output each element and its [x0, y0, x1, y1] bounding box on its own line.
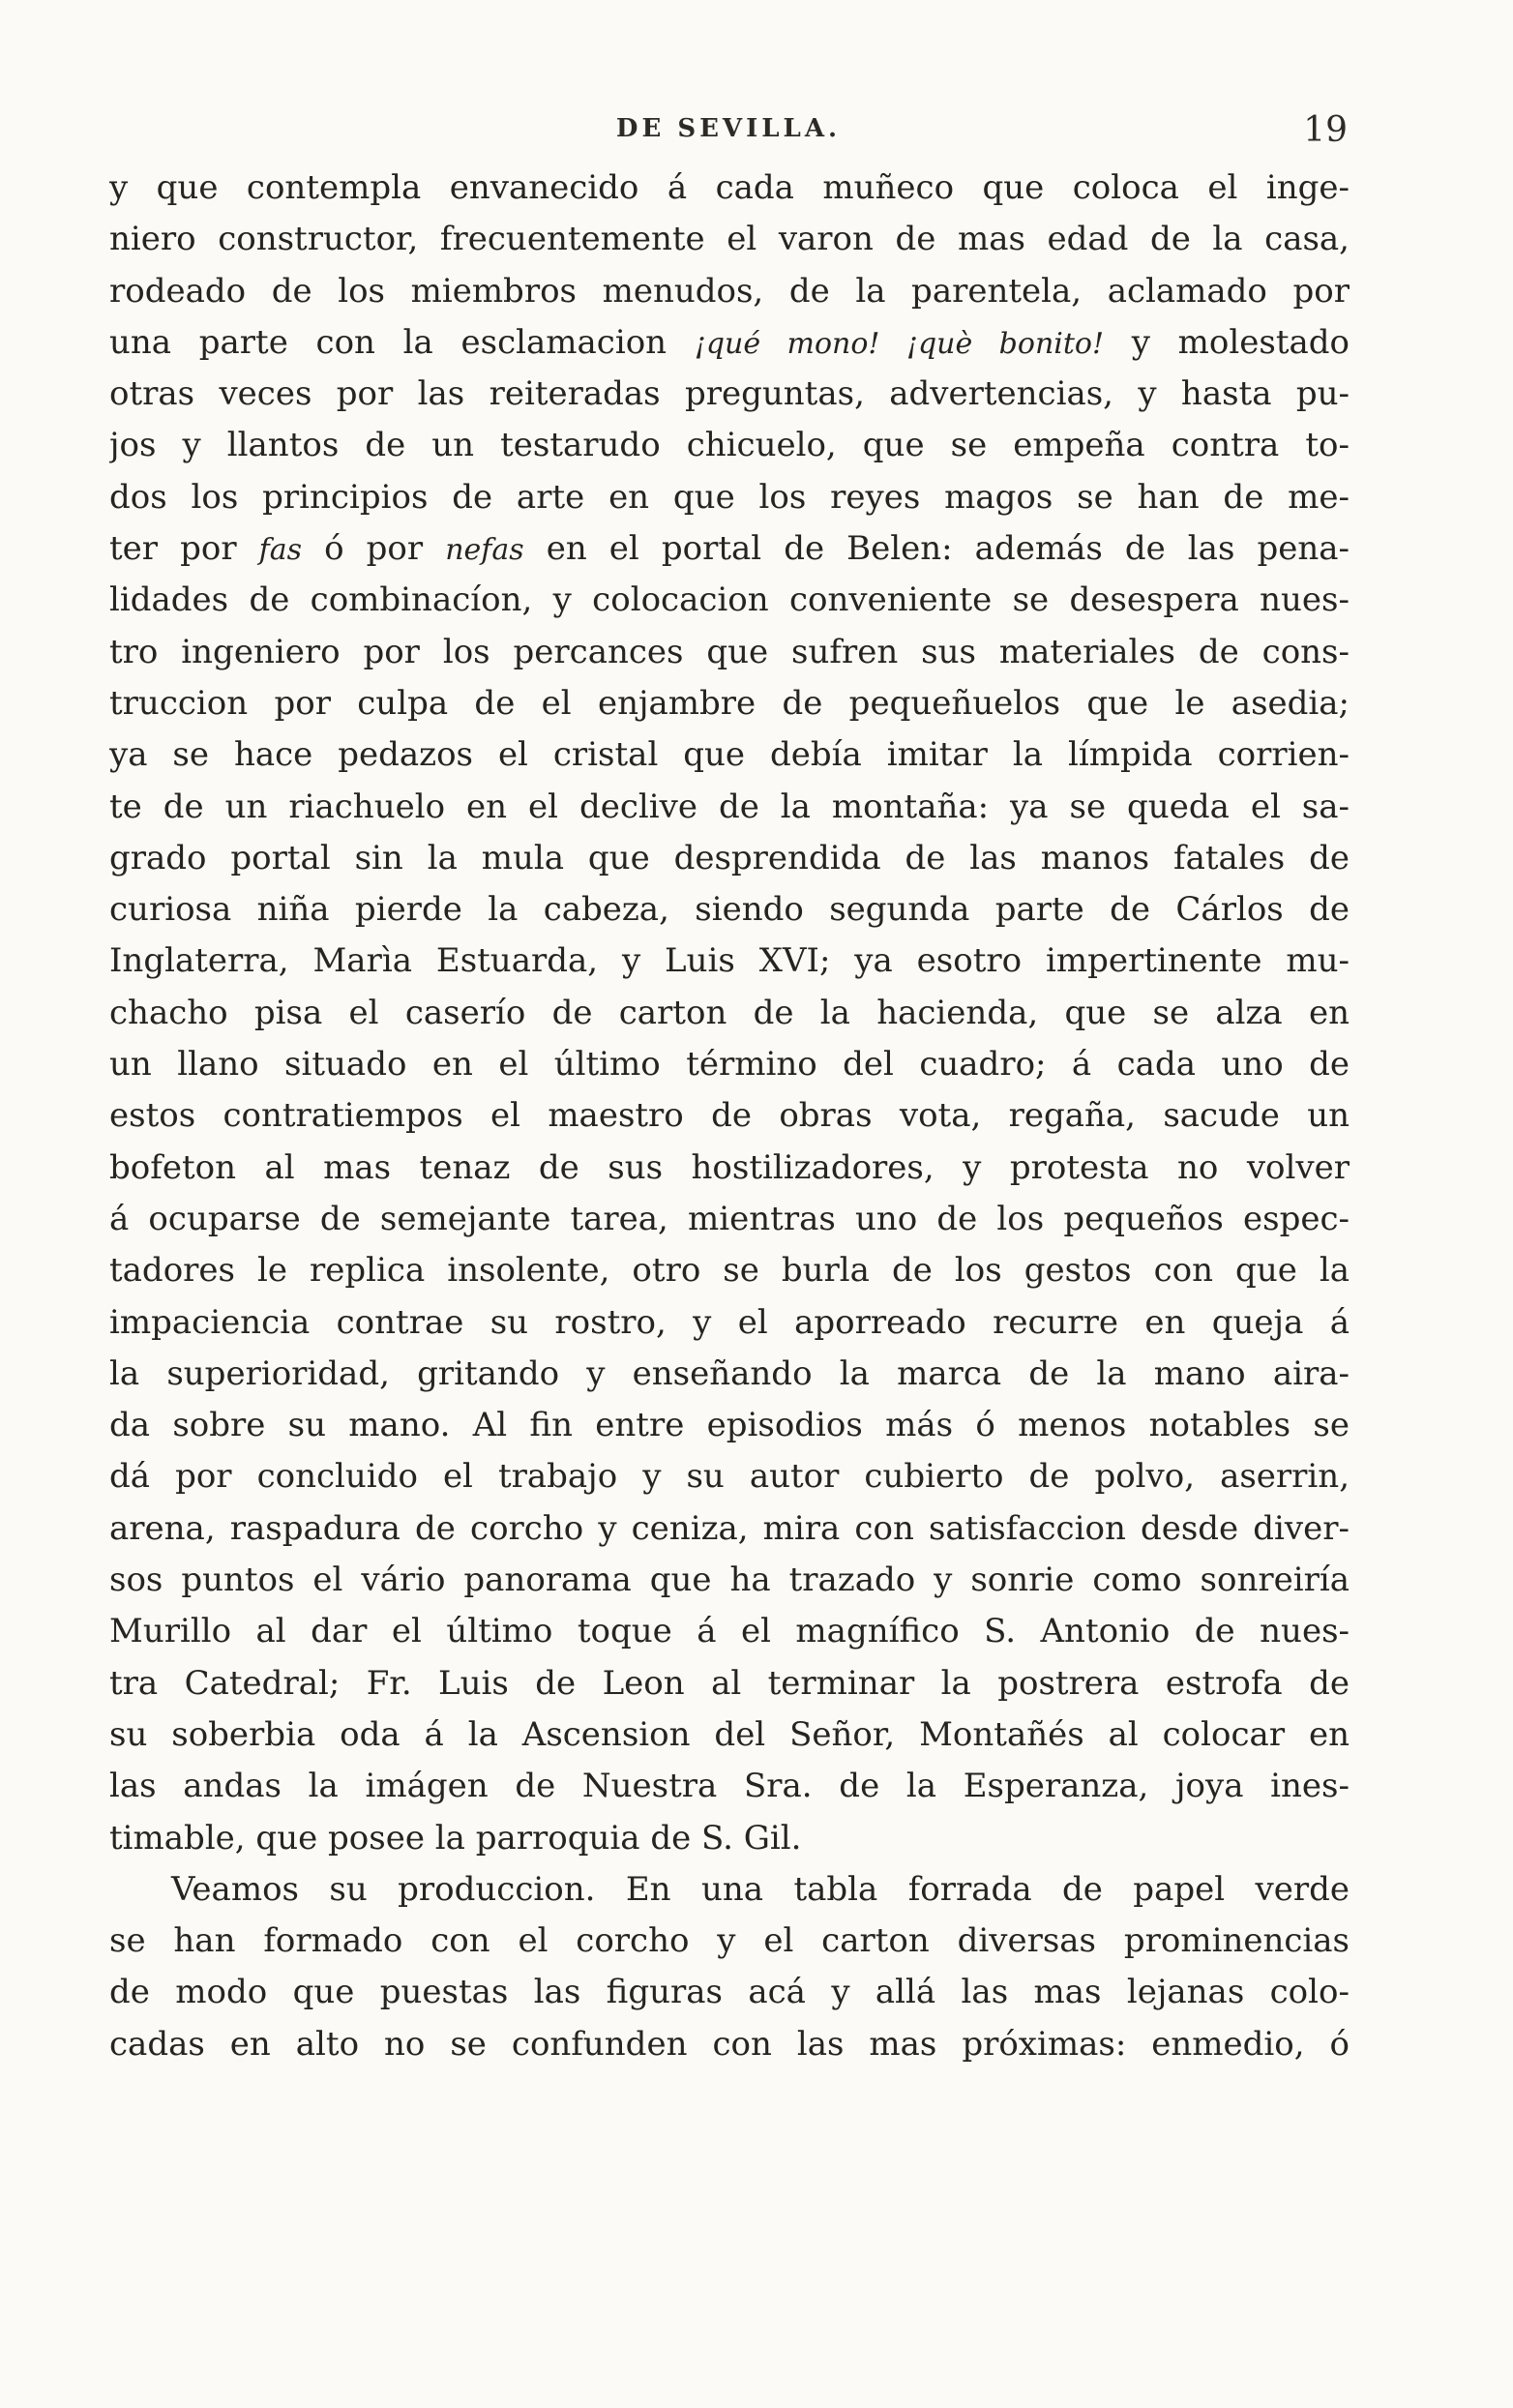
- running-head: [109, 110, 1348, 163]
- text-line: dos los principios de arte en que los reyes magos se han de me-: [109, 477, 1350, 517]
- text-line: arena, raspadura de corcho y ceniza, mira con satisfaccion desde diver-: [109, 1508, 1350, 1548]
- text-line: jos y llantos de un testarudo chicuelo, que se empeña contra to-: [109, 426, 1350, 465]
- text-line: Murillo al dar el último toque á el magnífico S. Antonio de nues-: [109, 1612, 1350, 1651]
- text-line: da sobre su mano. Al fin entre episodios más ó menos notables se: [109, 1406, 1350, 1445]
- page-number: 19: [1303, 110, 1348, 150]
- text-line: ya se hace pedazos el cristal que debía imitar la límpida corrien-: [109, 735, 1350, 775]
- text-line: lidades de combinacíon, y colocacion conveniente se desespera nues-: [109, 580, 1350, 620]
- text-line: estos contratiempos el maestro de obras vota, regaña, sacude un: [109, 1096, 1350, 1136]
- text-line: dá por concluido el trabajo y su autor cubierto de polvo, aserrin,: [109, 1457, 1350, 1497]
- text-line: curiosa niña pierde la cabeza, siendo segunda parte de Cárlos de: [109, 890, 1350, 930]
- text-line: á ocuparse de semejante tarea, mientras uno de los pequeños espec-: [109, 1199, 1350, 1238]
- running-title: DE SEVILLA.: [615, 114, 842, 143]
- body-text: [109, 163, 1350, 2070]
- text-line: las andas la imágen de Nuestra Sra. de la Esperanza, joya ines-: [109, 1767, 1350, 1806]
- paragraph-end-line: timable, que posee la parroquia de S. Gil.: [109, 1818, 802, 1858]
- text-line: Inglaterra, Marìa Estuarda, y Luis XVI; ya esotro impertinente mu-: [109, 941, 1350, 981]
- text-line: sos puntos el vário panorama que ha trazado y sonrie como sonreiría: [109, 1561, 1350, 1600]
- text-line: impaciencia contrae su rostro, y el aporreado recurre en queja á: [109, 1302, 1350, 1342]
- text-line: ter por fas ó por nefas en el portal de Belen: además de las pena-: [109, 529, 1350, 569]
- text-line: te de un riachuelo en el declive de la montaña: ya se queda el sa-: [109, 787, 1350, 826]
- text-line: se han formado con el corcho y el carton diversas prominencias: [109, 1921, 1350, 1961]
- text-line: tra Catedral; Fr. Luis de Leon al terminar la postrera estrofa de: [109, 1663, 1350, 1703]
- text-line: un llano situado en el último término del cuadro; á cada uno de: [109, 1045, 1350, 1085]
- paragraph-start-line: Veamos su produccion. En una tabla forrada de papel verde: [171, 1869, 1350, 1909]
- text-line: su soberbia oda á la Ascension del Señor, Montañés al colocar en: [109, 1714, 1350, 1754]
- italic-word: fas: [258, 533, 303, 568]
- text-line: la superioridad, gritando y enseñando la marca de la mano aira-: [109, 1353, 1350, 1393]
- text-line: tadores le replica insolente, otro se burla de los gestos con que la: [109, 1251, 1350, 1291]
- text-line: otras veces por las reiteradas preguntas, advertencias, y hasta pu-: [109, 374, 1350, 414]
- text-line: y que contempla envanecido á cada muñeco que coloca el inge-: [109, 168, 1350, 207]
- italic-phrase: ¡qué mono!: [694, 326, 880, 361]
- text-line: cadas en alto no se confunden con las mas próximas: enmedio, ó: [109, 2024, 1350, 2064]
- text-line: grado portal sin la mula que desprendida de las manos fatales de: [109, 838, 1350, 877]
- text-line: truccion por culpa de el enjambre de pequeñuelos que le asedia;: [109, 683, 1350, 723]
- text-line: niero constructor, frecuentemente el varon de mas edad de la casa,: [109, 220, 1350, 259]
- text-line: chacho pisa el caserío de carton de la hacienda, que se alza en: [109, 993, 1350, 1032]
- text-line: una parte con la esclamacion ¡qué mono! ¡què bonito! y molestado: [109, 322, 1350, 362]
- text-line: de modo que puestas las figuras acá y allá las mas lejanas colo-: [109, 1973, 1350, 2012]
- italic-word: nefas: [445, 533, 524, 568]
- text-line: tro ingeniero por los percances que sufren sus materiales de cons-: [109, 632, 1350, 671]
- text-line: bofeton al mas tenaz de sus hostilizadores, y protesta no volver: [109, 1147, 1350, 1187]
- italic-phrase: ¡què bonito!: [879, 326, 1105, 361]
- text-line: rodeado de los miembros menudos, de la parentela, aclamado por: [109, 271, 1350, 311]
